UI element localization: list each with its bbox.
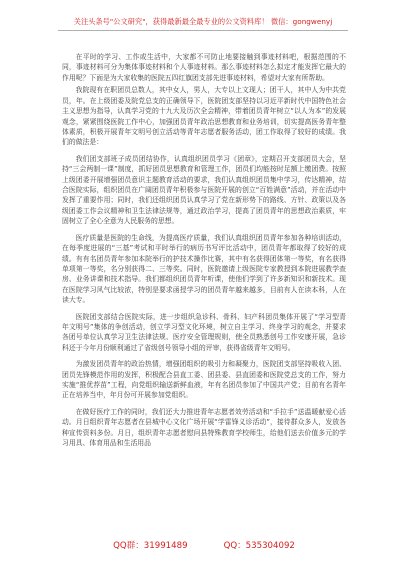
paragraph-overview: 我院现有在职团员总数人，其中女人，男人，大专以上文现人；团干人，其中人为中共党员，年。在上级团委及院党总支的正确领导下，医院团支部坚持以习近平新时代中国特色社会主义思想为指导，认真学习党的十九大及历次全会精神，带着团员青年树立“以人为本”的发展观念，紧紧围绕医院工作中心，加强团员青年政治思想教育和业务培训，切实提高医务青年整体素质，积极开展青年文明号创立活动等青年志愿者服务活动，团工作取得了较好的成绩。我们的做法是： [62, 86, 346, 147]
document-body [62, 52, 346, 530]
paragraph-medical-quality: 医疗质量是医院的生命线，为提高医疗质量，我们认真组织团员青年参加各种培训活动，在每季度进展的“三基”考试和平时举行的病历书写评比活动中，团员青年都取得了较好的成绩。有有名团员青年参加本院举行的护技术操作比赛，其中有名获得团体第一等奖，有名获得单项第一等奖，名分别获得二、三等奖。同时，医院邀请上级医院专家教授到本院进展教学查房、业务讲课和技术指导。我们都组织团员青年听课，使他们学到了许多新知识和新技术。现在医院学习风气比较浓，特别是要求函授学习的团员青年越来越多，目前有人在读本科，人在读大专。 [62, 233, 346, 305]
paragraph-volunteer-service: 在做好医疗工作的同时，我们还大力推进青年志愿者效劳活动和“手拉手”送温暖献爱心活动。月日组织青年志愿者在县城中心文化广场开展“学雷锋义诊活动”，接待群众多人，发放各种宣传资料多份。月日，组织青年志愿者慰问县特殊教育学校师生，给他们送去价值多元的学习用具、体育用品和生活用品 [62, 407, 346, 447]
footer-qq-group: QQ群：31991489 [113, 541, 188, 551]
paragraph-intro: 在平时的学习、工作或生活中，大家都不可防止地要接触到事迹材料吧，根据范围的不同，事迹材料可分为集体事迹材料和个人事迹材料。那么事迹材料怎么拟定才能发挥它最大的作用呢？下面是为大家收集的医院五四红旗团支部先进事迹材料，希望对大家有所帮助。 [62, 53, 346, 82]
paragraph-political-study: 我们团支部班子成员团结协作，认真组织团员学习《团章》，定期召开支部团员大会，坚持“三会两制一课”制度，抓好团员思想教育和管理工作，团员们均能按时足额上缴团费。按照上级团委开展增强团员意识主题教育活动的要求，我们认真组织团员集中学习，传达精神，结合医院实际，组织团员在广阔团员青年积极参与医院开展的创立“百姓满意”活动，并在活动中发挥了重要作用；同时，我们还组织团员认真学习了党在新形势下的路线、方针、政策以及各级团委工作会议精神和卫生法律法规等，通过政治学习，提高了团员青年的思想政治素质，牢固树立了全心全意为人民服务的思想。 [62, 154, 346, 226]
header-promo-text: 关注头条号"公文研究"，获得最新最全最专业的公文资料库！ 微信：gongwenyj [73, 17, 333, 26]
page-footer [0, 538, 408, 552]
header-divider [58, 30, 348, 31]
page-header [58, 16, 348, 28]
paragraph-civilized-unit: 医院团支部结合医院实际，进一步组织急诊科、骨科、妇产科团员集体开展了“学习型青年文明号”集体的争创活动，创立学习型文化环境，树立自主学习、终身学习的观念，并要求各团号单位认真学习卫生法律法规、医疗安全管理规则，使全员熟悉创号工作安康开展，急诊科还于今年月份顺利通过了省级创号领导小组的评审，获得省级青年文明号。 [62, 312, 346, 352]
paragraph-party-recommendation: 为激发团员青年的政治热情，增强团组织的吸引力和凝聚力，医院团支部坚持吸收入团、团员先锋模范作用的发挥，积极配合县直工委、团县委、县直团委和医院党总支的工作，努力实施“推优荐苗”工程，向党组织输送新鲜血液，年有名团员参加了中国共产党；目前有名青年正在培养当中，年月份可开展参加党组织。 [62, 360, 346, 400]
footer-qq-contact: QQ：535304092 [223, 541, 295, 551]
